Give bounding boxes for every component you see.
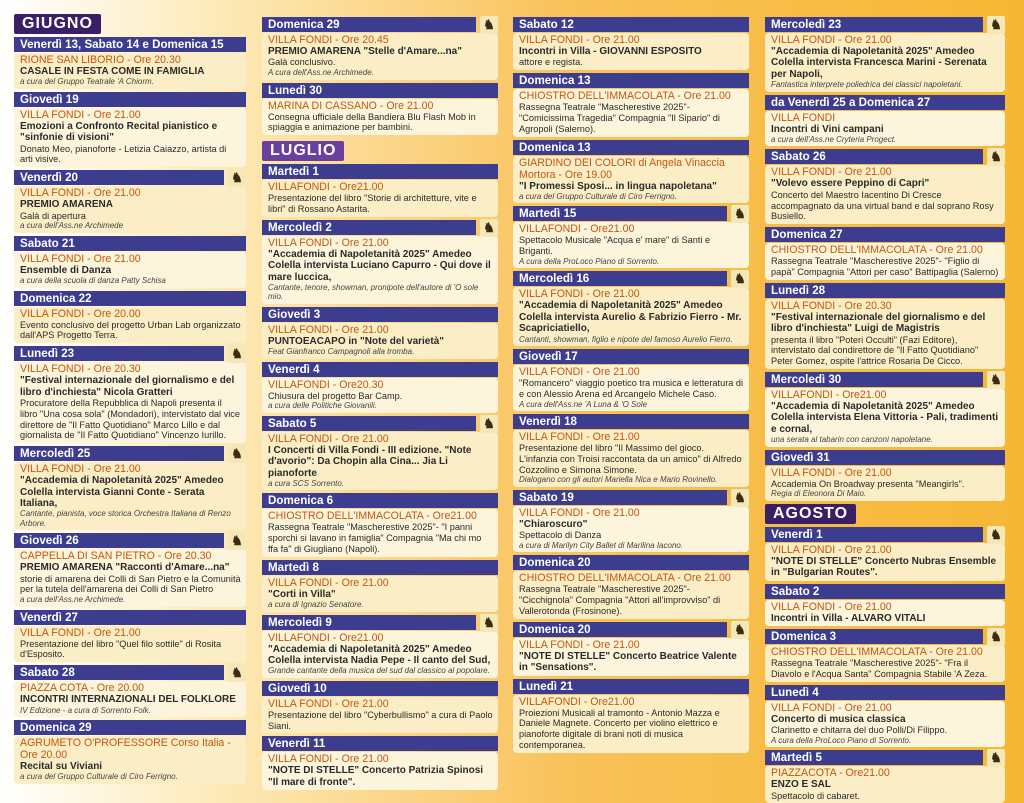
event-date-header: Sabato 5 ♞ bbox=[262, 416, 476, 431]
event-venue: VILLA FONDI - Ore 21.00 bbox=[519, 288, 640, 301]
event-note: una serata al tabarin con canzoni napoletane. bbox=[771, 435, 933, 445]
event-note: a cura delle Politiche Giovanili. bbox=[268, 401, 377, 411]
event-note: A cura dell'Ass.ne 'A Luna & 'O Sole bbox=[519, 399, 648, 409]
event-card bbox=[262, 576, 498, 612]
event-date-header: Martedì 15 ♞ bbox=[513, 206, 727, 221]
event-venue: VILLA FONDI - Ore 21.00 bbox=[20, 626, 141, 639]
event-note: Dialogano con gli autori Mariella Nica e Mario Rovinello. bbox=[519, 475, 718, 485]
event-title: Recital su Viviani bbox=[20, 761, 103, 773]
event-card bbox=[262, 99, 498, 136]
event-description: Donato Meo, pianoforte - Letizia Caiazzo, artista di arti visive. bbox=[20, 143, 227, 165]
event-note: IV Edizione - a cura di Sorrento Folk. bbox=[20, 705, 151, 715]
horse-logo-icon: ♞ bbox=[228, 169, 246, 187]
event-description: Spettacolo di Danza bbox=[519, 530, 602, 541]
event-venue: VILLA FONDI - Ore 21.00 bbox=[20, 252, 141, 265]
event-card bbox=[14, 53, 246, 89]
event-venue: VILLA FONDI - Ore 21.00 bbox=[771, 701, 892, 714]
event-card bbox=[14, 307, 246, 344]
event-date-header: da Venerdì 25 a Domenica 27 bbox=[765, 95, 1005, 110]
event-venue: CAPPELLA DI SAN PIETRO - Ore 20.30 bbox=[20, 550, 212, 563]
event-date-header: Giovedì 10 bbox=[262, 681, 498, 696]
event-description: Concerto del Maestro Iacentino Di Cresce accompagnato da una virtual band e dal soprano Rosy Busiello. bbox=[771, 189, 994, 222]
event-card bbox=[262, 33, 498, 80]
event-date-header: Lunedì 28 bbox=[765, 283, 1005, 298]
event-date-header: Martedì 5 ♞ bbox=[765, 750, 983, 765]
horse-logo-icon: ♞ bbox=[987, 148, 1005, 166]
event-date-header: Domenica 20 ♞ bbox=[513, 622, 727, 637]
event-title: "NOTE DI STELLE" Concerto Patrizia Spinosi "Il mare di fronte". bbox=[268, 765, 484, 788]
event-title: "NOTE DI STELLE" Concerto Nubras Ensemble in "Bulgarian Routes". bbox=[771, 555, 997, 579]
event-note: Regia di Eleonora Di Maio. bbox=[771, 489, 867, 499]
event-card bbox=[765, 766, 1005, 803]
event-title: Incontri in Villa - GIOVANNI ESPOSITO bbox=[519, 46, 702, 57]
event-venue: VILLA FONDI - Ore 21.00 bbox=[771, 466, 892, 479]
event-venue: VILLAFONDI - Ore21.00 bbox=[519, 223, 635, 236]
event-description: Rassegna Teatrale "Mascherestive 2025"- "Figlio di papà" Compagnia "Attori per caso" Battipaglia (Salerno) bbox=[771, 256, 999, 278]
horse-logo-icon: ♞ bbox=[987, 749, 1005, 767]
event-venue: VILLAFONDI - Ore21.00 bbox=[268, 631, 384, 644]
event-card bbox=[765, 33, 1005, 92]
event-date-header: Venerdì 11 bbox=[262, 736, 498, 751]
event-title: Incontri di Vini campani bbox=[771, 123, 884, 135]
month-title-agosto: AGOSTO bbox=[765, 504, 856, 524]
event-note: A cura della ProLoco Piano di Sorrento. bbox=[771, 735, 912, 745]
event-card bbox=[14, 362, 246, 443]
event-date-header: Lunedì 23 ♞ bbox=[14, 346, 224, 361]
event-title: Incontri in Villa - ALVARO VITALI bbox=[771, 612, 926, 624]
event-date-header: Domenica 6 bbox=[262, 493, 498, 508]
event-venue: CHIOSTRO DELL'IMMACOLATA - Ore 21.00 bbox=[519, 572, 731, 585]
event-card bbox=[513, 287, 749, 346]
event-description: Rassegna Teatrale "Mascherestive 2025"- "Comicissima Tragedia" Compagnia "Il Sipario" di Agropoli (Salerno). bbox=[519, 102, 720, 134]
event-description: Consegna ufficiale della Bandiera Blu Flash Mob in spiaggia e animazione per bambini. bbox=[268, 111, 476, 133]
event-date-header: Venerdì 27 bbox=[14, 610, 246, 625]
event-title: PUNTOEACAPO in "Note del varietà" bbox=[268, 335, 445, 347]
event-card bbox=[14, 681, 246, 717]
event-venue: VILLA FONDI - Ore 21.00 bbox=[268, 432, 389, 445]
event-card bbox=[765, 600, 1005, 626]
event-venue: VILLA FONDI - Ore 21.00 bbox=[519, 506, 640, 519]
event-note: a cura SCS Sorrento. bbox=[268, 479, 345, 489]
column-3 bbox=[513, 14, 749, 751]
event-venue: VILLA FONDI - Ore 21.00 bbox=[771, 600, 892, 613]
event-description: Rassegna Teatrale "Mascherestive 2025"- "I panni sporchi si lavano in famiglia" Compagnia "Ma chi mo ffa fa" di Giugliano (Napoli). bbox=[268, 522, 482, 555]
event-note: A cura dell'Ass.ne Archimede. bbox=[268, 68, 374, 78]
event-date-header: Domenica 29 ♞ bbox=[262, 17, 476, 32]
event-description: Presentazione del libro "Quel filo sottile" di Rosita d'Esposito. bbox=[20, 638, 222, 660]
event-date-header: Sabato 28 ♞ bbox=[14, 665, 224, 680]
event-venue: PIAZZA COTA - Ore 20.00 bbox=[20, 682, 145, 695]
event-card bbox=[262, 323, 498, 359]
event-venue: VILLA FONDI - Ore 21.00 bbox=[771, 543, 892, 556]
event-title: PREMIO AMARENA bbox=[20, 199, 113, 211]
event-card bbox=[765, 243, 1005, 280]
event-description: Chiusura del progetto Bar Camp. bbox=[268, 390, 403, 401]
event-venue: CHIOSTRO DELL'IMMACOLATA - Ore21.00 bbox=[268, 510, 477, 523]
event-card bbox=[513, 430, 749, 487]
event-card bbox=[262, 697, 498, 734]
event-venue: VILLA FONDI - Ore 21.00 bbox=[519, 366, 640, 379]
event-date-header: Domenica 3 ♞ bbox=[765, 629, 983, 644]
event-note: Fantastica interprete poliedrica dei classici napoletani. bbox=[771, 80, 963, 90]
event-venue: GIARDINO DEI COLORI di Angela Vinaccia Mortora - Ore 19.00 bbox=[519, 156, 725, 181]
event-date-header: Venerdì 18 bbox=[513, 414, 749, 429]
event-card bbox=[262, 752, 498, 790]
event-card bbox=[14, 736, 246, 784]
horse-logo-icon: ♞ bbox=[480, 614, 498, 632]
event-title: "Festival internazionale del giornalismo e del libro d'inchiesta" Luigi de Magistris bbox=[771, 311, 986, 335]
column-1 bbox=[14, 14, 246, 782]
event-title: "Accademia di Napoletanità 2025" Amedeo Colella intervista Luciano Capurro - Qui dove il mare luccica, bbox=[268, 248, 491, 283]
event-description: Galà conclusivo. bbox=[268, 57, 336, 68]
event-description: Spettacolo Musicale "Acqua e' mare" di Santi e Briganti. bbox=[519, 235, 711, 257]
event-date-header: Sabato 19 ♞ bbox=[513, 490, 727, 505]
event-card bbox=[262, 432, 498, 491]
horse-logo-icon: ♞ bbox=[987, 628, 1005, 646]
event-venue: VILLA FONDI - Ore 21.00 bbox=[268, 236, 389, 249]
horse-logo-icon: ♞ bbox=[731, 205, 749, 223]
event-description: Rassegna Teatrale "Mascherestive 2025"- "Cicchignola" Compagnia "Attori all'improvviso" di Vallerotonda (Frosinone). bbox=[519, 584, 721, 617]
event-title: INCONTRI INTERNAZIONALI DEL FOLKLORE bbox=[20, 694, 236, 706]
event-venue: CHIOSTRO DELL'IMMACOLATA - Ore 21.00 bbox=[519, 90, 731, 103]
event-date-header: Sabato 26 ♞ bbox=[765, 149, 983, 164]
event-title: Ensemble di Danza bbox=[20, 264, 112, 276]
event-note: A cura della ProLoco Piano di Sorrento. bbox=[519, 257, 660, 266]
event-description: Procuratore della Repubblica di Napoli presenta il libro "Una cosa sola" (Mondadori), intervistato dal vice direttore de "Il Fatto Quotidiano" Marco Lillo e dal giornalista de "Il Fatto Quotidiano" Vincenzo Iurillo. bbox=[20, 398, 240, 441]
event-note: a cura del Gruppo Teatrale 'A Chiorm. bbox=[20, 77, 154, 87]
event-note: a cura della scuola di danza Patty Schisa bbox=[20, 276, 166, 286]
horse-logo-icon: ♞ bbox=[731, 621, 749, 639]
event-description: attore e regista. bbox=[519, 57, 583, 68]
event-date-header: Martedì 8 bbox=[262, 560, 498, 575]
event-note: a cura di Ignazio Senatore. bbox=[268, 600, 364, 610]
event-card bbox=[513, 571, 749, 618]
event-title: "Chiaroscuro" bbox=[519, 518, 588, 530]
horse-logo-icon: ♞ bbox=[228, 345, 246, 363]
event-venue: VILLA FONDI - Ore 21.00 bbox=[771, 34, 892, 46]
event-date-header: Lunedì 21 bbox=[513, 679, 749, 694]
event-venue: CHIOSTRO DELL'IMMACOLATA - Ore 21.00 bbox=[771, 646, 983, 659]
event-note: Cantante, pianista, voce storica Orchestra Italiana di Renzo Arbore. bbox=[20, 509, 231, 528]
event-date-header: Mercoledì 30 ♞ bbox=[765, 372, 983, 387]
event-card bbox=[14, 186, 246, 233]
event-venue: VILLA FONDI - Ore 21.00 bbox=[771, 166, 892, 179]
event-title: "Volevo essere Peppino di Capri" bbox=[771, 178, 930, 190]
event-venue: PIAZZACOTA - Ore21.00 bbox=[771, 767, 890, 780]
event-date-header: Martedì 1 bbox=[262, 164, 498, 179]
event-description: Evento conclusivo del progetto Urban Lab organizzato dall'APS Progetto Terra. bbox=[20, 319, 241, 341]
event-venue: AGRUMETO O'PROFESSORE Corso Italia - Ore 20.00 bbox=[20, 737, 231, 762]
event-date-header: Giovedì 31 bbox=[765, 450, 1005, 465]
event-venue: VILLA FONDI - Ore 21.00 bbox=[20, 108, 141, 121]
event-title: "Accademia di Napoletanità 2025" Amedeo Colella intervista Aurelio & Fabrizio Fierro - Mr. Scapriciatiello, bbox=[519, 300, 742, 335]
event-date-header: Sabato 12 bbox=[513, 17, 749, 32]
event-note: a cura dell'Ass.ne Archimede. bbox=[20, 595, 126, 605]
event-card bbox=[765, 299, 1005, 369]
event-date-header: Sabato 2 bbox=[765, 584, 1005, 599]
event-card bbox=[765, 701, 1005, 748]
event-card bbox=[513, 33, 749, 70]
event-card bbox=[262, 236, 498, 304]
event-card bbox=[513, 365, 749, 411]
event-card bbox=[765, 645, 1005, 682]
event-title: "Accademia di Napoletanità 2025" Amedeo Colella intervista Elena Vittoria - Pali, tradimenti e cornal, bbox=[771, 401, 999, 435]
event-date-header: Giovedì 3 bbox=[262, 307, 498, 322]
horse-logo-icon: ♞ bbox=[480, 16, 498, 34]
event-date-header: Venerdì 4 bbox=[262, 362, 498, 377]
event-venue: VILLAFONDI - Ore20.30 bbox=[268, 378, 384, 391]
event-card bbox=[14, 626, 246, 663]
event-note: a cura di Marilyn City Ballet di Marilina Iacono. bbox=[519, 541, 684, 551]
horse-logo-icon: ♞ bbox=[731, 489, 749, 507]
event-title: I Concerti di Villa Fondi - III edizione. "Note d'avorio": Da Chopin alla Cina... Jia Li pianoforte bbox=[268, 444, 472, 479]
event-card bbox=[262, 180, 498, 217]
event-venue: CHIOSTRO DELL'IMMACOLATA - Ore 21.00 bbox=[771, 244, 983, 257]
event-venue: VILLA FONDI - Ore 21.00 bbox=[20, 463, 141, 476]
event-description: Presentazione del libro "Cyberbullismo" a cura di Paolo Siani. bbox=[268, 709, 493, 731]
event-note: Cantante, tenore, showman, pronipote dell'autore di 'O sole mio. bbox=[268, 283, 479, 302]
event-date-header: Mercoledì 23 ♞ bbox=[765, 17, 983, 32]
event-venue: VILLA FONDI - Ore 20.30 bbox=[20, 363, 141, 376]
event-card bbox=[513, 638, 749, 676]
event-description: Accademia On Broadway presenta "Meangirls". bbox=[771, 478, 965, 489]
event-card bbox=[513, 222, 749, 268]
event-description: Presentazione del libro "Il Massimo del gioco. L'infanzia con Troisi raccontata da un amico" di Alfredo Cozzolino e Simona Simone. bbox=[519, 443, 742, 475]
event-date-header: Giovedì 19 bbox=[14, 92, 246, 107]
event-card bbox=[262, 631, 498, 678]
event-card bbox=[262, 378, 498, 413]
event-card bbox=[765, 388, 1005, 447]
event-card bbox=[765, 165, 1005, 224]
event-date-header: Domenica 13 bbox=[513, 140, 749, 155]
event-date-header: Giovedì 26 ♞ bbox=[14, 533, 224, 548]
event-card bbox=[765, 466, 1005, 501]
event-venue: VILLA FONDI - Ore 21.00 bbox=[268, 753, 389, 766]
event-date-header: Lunedì 30 bbox=[262, 83, 498, 98]
horse-logo-icon: ♞ bbox=[987, 371, 1005, 389]
event-title: "Accademia di Napoletanità 2025" Amedeo Colella intervista Gianni Conte - Serata Italiana, bbox=[20, 475, 224, 510]
event-date-header: Domenica 20 bbox=[513, 555, 749, 570]
event-description: "Romancero" viaggio poetico tra musica e letteratura di e con Alessio Arena ed Arcangelo Michele Caso. bbox=[519, 378, 744, 399]
event-venue: VILLA FONDI - Ore 20.45 bbox=[268, 34, 389, 46]
month-title-luglio: LUGLIO bbox=[262, 141, 344, 161]
event-venue: VILLA FONDI - Ore 20.30 bbox=[771, 299, 892, 312]
event-note: a cura dell'Ass.ne Cryteria Progect. bbox=[771, 135, 897, 145]
event-title: PREMIO AMARENA "Stelle d'Amare...na" bbox=[268, 46, 462, 57]
event-date-header: Domenica 22 bbox=[14, 291, 246, 306]
column-2 bbox=[262, 14, 498, 788]
event-note: Feat Gianfranco Campagnoli alla tromba. bbox=[268, 347, 415, 357]
event-venue: VILLA FONDI - Ore 21.00 bbox=[268, 323, 389, 336]
event-date-header: Domenica 29 bbox=[14, 720, 246, 735]
event-venue: VILLA FONDI bbox=[771, 111, 836, 124]
event-card bbox=[765, 111, 1005, 147]
horse-logo-icon: ♞ bbox=[731, 270, 749, 288]
event-card bbox=[513, 89, 749, 136]
event-venue: VILLA FONDI - Ore 21.00 bbox=[519, 431, 640, 444]
event-note: a cura del Gruppo Culturale di Ciro Ferrigno. bbox=[519, 192, 677, 201]
event-venue: VILLA FONDI - Ore 21.00 bbox=[519, 34, 640, 46]
event-date-header: Sabato 21 bbox=[14, 236, 246, 251]
event-description: Proiezioni Musicali al tramonto - Antonio Mazza e Daniele Magnete. Concerto per violino elettrico e pianoforte digitale di brani noti di musica contemporanea. bbox=[519, 707, 720, 751]
event-venue: VILLA FONDI - Ore 21.00 bbox=[519, 638, 640, 651]
event-description: Clarinetto e chitarra del duo Polli/Di Filippo. bbox=[771, 725, 948, 736]
event-title: Emozioni a Confronto Recital pianistico e "sinfonie di visioni" bbox=[20, 120, 218, 144]
event-title: "NOTE DI STELLE" Concerto Beatrice Valente in "Sensations". bbox=[519, 650, 737, 674]
event-date-header: Venerdì 20 ♞ bbox=[14, 170, 224, 185]
horse-logo-icon: ♞ bbox=[480, 415, 498, 433]
horse-logo-icon: ♞ bbox=[228, 664, 246, 682]
event-description: presenta il libro "Poteri Occulti" (Fazi Editore), intervistato dal condirettore de "Il Fatto Quotidiano" Peter Gomez, ospite l'attrice Rosaria De Cicco. bbox=[771, 334, 979, 367]
event-card bbox=[262, 509, 498, 556]
event-note: a cura dell'Ass.ne Archimede bbox=[20, 221, 124, 231]
event-title: "I Promessi Sposi... in lingua napoletana" bbox=[519, 180, 717, 192]
event-venue: VILLA FONDI - Ore 21.00 bbox=[20, 187, 141, 200]
horse-logo-icon: ♞ bbox=[228, 445, 246, 463]
event-card bbox=[765, 543, 1005, 581]
event-venue: VILLAFONDI - Ore21.00 bbox=[268, 181, 384, 194]
event-date-header: Mercoledì 16 ♞ bbox=[513, 271, 727, 286]
event-card bbox=[14, 462, 246, 530]
event-venue: VILLAFONDI - Ore21.00 bbox=[771, 389, 887, 402]
event-venue: VILLAFONDI - Ore21.00 bbox=[519, 695, 635, 708]
event-date-header: Mercoledì 9 ♞ bbox=[262, 615, 476, 630]
event-venue: MARINA DI CASSANO - Ore 21.00 bbox=[268, 99, 434, 112]
event-date-header: Venerdì 13, Sabato 14 e Domenica 15 bbox=[14, 37, 246, 52]
event-description: storie di amarena dei Colli di San Pietro e la Comunità per la tutela dell'amarena dei Colli di San Pietro bbox=[20, 573, 241, 595]
event-note: a cura del Gruppo Culturale di Ciro Ferrigno. bbox=[20, 772, 178, 782]
event-date-header: Domenica 13 bbox=[513, 73, 749, 88]
event-date-header: Mercoledì 25 ♞ bbox=[14, 446, 224, 461]
event-card bbox=[14, 549, 246, 606]
event-title: ENZO E SAL bbox=[771, 779, 832, 791]
event-date-header: Domenica 27 bbox=[765, 227, 1005, 242]
column-4 bbox=[765, 14, 1005, 801]
event-note: Cantanti, showman, figlio e nipote del famoso Aurelio Fierro. bbox=[519, 334, 733, 344]
event-card bbox=[513, 506, 749, 553]
event-date-header: Lunedì 4 bbox=[765, 685, 1005, 700]
event-date-header: Mercoledì 2 ♞ bbox=[262, 220, 476, 235]
event-title: "Corti in Villa" bbox=[268, 588, 336, 600]
event-note: Grande cantante della musica del sud dal classico al popolare. bbox=[268, 666, 490, 676]
event-title: CASALE IN FESTA COME IN FAMIGLIA bbox=[20, 66, 205, 77]
event-card bbox=[513, 156, 749, 204]
horse-logo-icon: ♞ bbox=[480, 219, 498, 237]
event-title: "Festival internazionale del giornalismo e del libro d'inchiesta" Nicola Gratteri bbox=[20, 375, 235, 398]
event-venue: VILLA FONDI - Ore 20.00 bbox=[20, 307, 141, 320]
event-title: "Accademia di Napoletanità 2025" Amedeo Colella intervista Francesca Marini - Serenata per Napoli, bbox=[771, 46, 987, 80]
event-card bbox=[513, 695, 749, 753]
horse-logo-icon: ♞ bbox=[228, 532, 246, 550]
horse-logo-icon: ♞ bbox=[987, 16, 1005, 34]
event-venue: VILLA FONDI - Ore 21.00 bbox=[268, 576, 389, 589]
event-description: Spettacolo di cabaret. bbox=[771, 790, 860, 801]
month-title-giugno: GIUGNO bbox=[14, 14, 101, 34]
event-card bbox=[14, 108, 246, 167]
event-description: Galà di apertura bbox=[20, 210, 86, 221]
event-date-header: Venerdì 1 ♞ bbox=[765, 527, 983, 542]
event-card bbox=[14, 252, 246, 288]
event-title: Concerto di musica classica bbox=[771, 713, 906, 725]
event-title: "Accademia di Napoletanità 2025" Amedeo Colella intervista Nadia Pepe - Il canto del Sud, bbox=[268, 643, 491, 667]
event-venue: RIONE SAN LIBORIO - Ore 20.30 bbox=[20, 54, 181, 66]
event-description: Rassegna Teatrale "Mascherestive 2025"- "Fra il Diavolo e l'Acqua Santa" Compagnia Stabile 'A Zeza. bbox=[771, 658, 988, 679]
event-title: PREMIO AMARENA "Racconti d'Amare...na" bbox=[20, 562, 230, 574]
event-date-header: Giovedì 17 bbox=[513, 349, 749, 364]
event-venue: VILLA FONDI - Ore 21.00 bbox=[268, 697, 389, 710]
event-description: Presentazione del libro "Storie di architetture, vite e libri" di Rossano Astarita. bbox=[268, 193, 477, 214]
horse-logo-icon: ♞ bbox=[987, 526, 1005, 544]
